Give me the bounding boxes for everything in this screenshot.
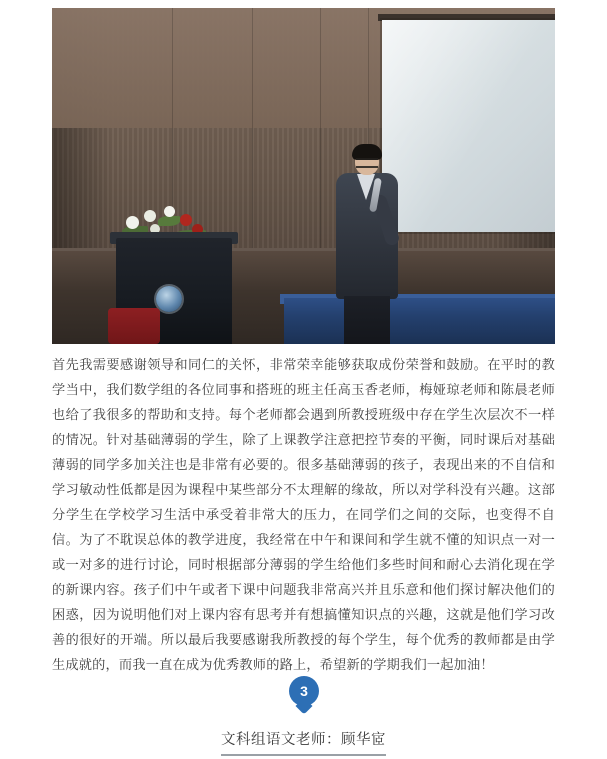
wall-seam — [252, 8, 253, 248]
wall-seam — [320, 8, 321, 248]
caption — [0, 728, 607, 756]
page-number-value: 3 — [300, 683, 308, 699]
white-bloom — [126, 216, 139, 229]
page-number-badge — [289, 676, 319, 710]
podium-emblem — [156, 286, 182, 312]
speaker-legs — [344, 296, 390, 344]
conference-presentation-photo — [52, 8, 555, 344]
blue-draped-table — [284, 298, 555, 344]
article-paragraph: 首先我需要感谢领导和同仁的关怀，非常荣幸能够获取成份荣誉和鼓励。在平时的教学当中，我们数学组的各位同事和搭班的班主任高玉香老师，梅娅琼老师和陈晨老师也给了我很多的帮助和支持。每个老师都会遇到所教授班级中存在学生次层次不一样的情况。针对基础薄弱的学生，除了上课教学注意把控节奏的平衡，同时课后对基础薄弱的同学多加关注也是非常有必要的。很多基础薄弱的孩子，表现出来的不自信和学习敏动性低都是因为课程中某些部分不太理解的缘故，所以对学科没有兴趣。这部分学生在学校学习生活中承受着非常大的压力，在同学们之间的交际，也变得不自信。为了不耽误总体的教学进度，我经常在中午和课间和学生就不懂的知识点一对一或一对多的进行讨论，同时根据部分薄弱的学生给他们多些时间和耐心去消化现在学的新课内容。孩子们中午或者下课中问题我非常高兴并且乐意和他们探讨解决他们的困惑，因为说明他们对上课内容有思考并有想搞懂知识点的兴趣，这就是他们学习改善的很好的开端。所以最后我要感谢我所教授的每个学生，每个优秀的教师都是由学生成就的，而我一直在成为优秀教师的路上，希望新的学期我们一起加油！ — [52, 357, 555, 672]
projector-screen — [382, 20, 555, 232]
red-chair — [108, 308, 160, 344]
caption-text: 文科组语文老师：顾华宧 — [221, 728, 386, 756]
glasses-icon — [356, 158, 378, 168]
leaf — [158, 216, 180, 226]
white-bloom — [144, 210, 156, 222]
white-bloom — [164, 206, 175, 217]
red-bloom — [180, 214, 192, 226]
